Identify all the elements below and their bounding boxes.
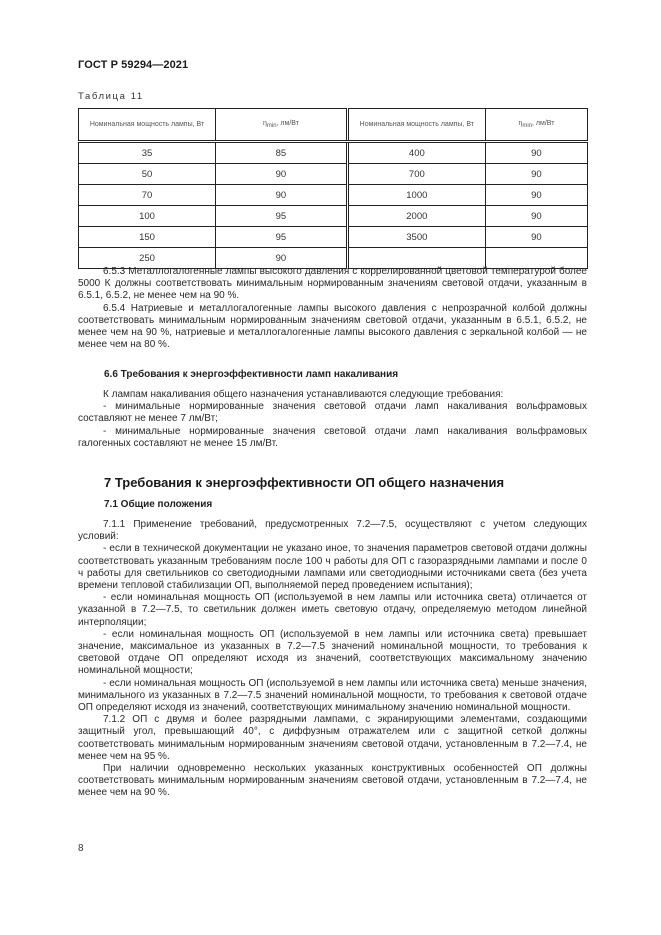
heading-7-1: 7.1 Общие положения xyxy=(104,499,213,510)
paragraph-6-5-4: 6.5.4 Натриевые и металлогалогенные лампы высокого давления с непрозрачной колбой должны соответствовать минимальным нормированным значениям световой отдачи, указанным в 6.5.1, 6.5.2, не менее чем на 90 %, натриевые и металлогалогенные лампы высокого давления с зеркальной колбой — не менее чем на 80 %. xyxy=(78,302,587,351)
page-number: 8 xyxy=(78,843,84,854)
table-row xyxy=(79,206,588,227)
cell-eta: 90 xyxy=(216,185,348,206)
paragraph-final: При наличии одновременно нескольких указанных конструктивных особенностей ОП должны соответствовать минимальным нормированным значениям световой отдачи, установленным в 7.2—7.4, не менее чем на 90 %. xyxy=(78,763,587,799)
paragraph-6-5-3: 6.5.3 Металлогалогенные лампы высокого давления с коррелированной цветовой температурой более 5000 К должны соответствовать минимальным нормированным значениям световой отдачи, указанным в 6.5.1, 6.5.2, не менее чем на 90 %. xyxy=(78,266,587,302)
cell-power: 50 xyxy=(79,164,216,185)
eta-unit: , лм/Вт xyxy=(276,119,299,127)
cell-eta: 90 xyxy=(485,164,587,185)
header-eta-right xyxy=(485,109,587,142)
paragraph-7-1-2: 7.1.2 ОП с двумя и более разрядными лампами, с экранирующими элементами, создающими защитный угол, превышающий 40°, с диффузным отражателем или с защитной сеткой должны соответствовать минимальным нормированным значениям световой отдачи, установленным в 7.2—7.4, не менее чем на 95 %. xyxy=(78,714,587,762)
list-item: - если в технической документации не указано иное, то значения параметров световой отдачи должны соответствовать указанным требованиям после 100 ч работы для ОП с газоразрядными лампами и после 0 ч работы для светильников со светодиодными лампами или светодиодными источниками света (без учета времени тепловой стабилизации ОП, выполняемой перед проведением испытания); xyxy=(78,543,587,592)
eta-symbol: η xyxy=(518,119,523,127)
section-7-text xyxy=(78,519,587,800)
cell-eta: 90 xyxy=(485,142,587,164)
cell-power: 700 xyxy=(347,164,485,185)
cell-power: 1000 xyxy=(347,185,485,206)
heading-7: 7 Требования к энергоэффективности ОП общего назначения xyxy=(104,475,505,490)
eta-symbol: η xyxy=(262,119,267,127)
data-table xyxy=(78,108,588,269)
list-item: - минимальные нормированные значения световой отдачи ламп накаливания вольфрамовых составляют не менее 7 лм/Вт; xyxy=(78,401,587,425)
header-eta-left xyxy=(216,109,348,142)
cell-eta: 90 xyxy=(485,227,587,248)
table-row xyxy=(79,185,588,206)
eta-sub: min xyxy=(522,122,533,129)
cell-power: 3500 xyxy=(347,227,485,248)
list-item: - если номинальная мощность ОП (используемой в нем лампы или источника света) отличается от указанной в 7.2—7.5, то светильник должен иметь световую отдачу, определяемую методом линейной интерполяции; xyxy=(78,592,587,628)
heading-6-6: 6.6 Требования к энергоэффективности ламп накаливания xyxy=(104,369,399,380)
cell-power: 100 xyxy=(79,206,216,227)
table-row xyxy=(79,164,588,185)
table-row xyxy=(79,227,588,248)
cell-eta: 90 xyxy=(216,248,348,269)
list-item: - минимальные нормированные значения световой отдачи ламп накаливания вольфрамовых галогенных составляют не менее 15 лм/Вт. xyxy=(78,425,587,449)
section-6-5-text xyxy=(78,266,587,351)
eta-sub: min xyxy=(266,122,277,129)
cell-eta: 90 xyxy=(485,185,587,206)
paragraph-7-1-1: 7.1.1 Применение требований, предусмотренных 7.2—7.5, осуществляют с учетом следующих условий: xyxy=(78,519,587,543)
cell-power: 250 xyxy=(79,248,216,269)
cell-power: 400 xyxy=(347,142,485,164)
cell-eta: 90 xyxy=(216,164,348,185)
list-item: - если номинальная мощность ОП (используемой в нем лампы или источника света) превышает значение, максимальное из указанных в 7.2—7.5 значений номинальной мощности, то требования к световой отдаче ОП определяют исходя из значений, соответствующих максимальному значению номинальной мощности; xyxy=(78,628,587,677)
table-caption: Таблица 11 xyxy=(78,91,144,102)
cell-eta: 95 xyxy=(216,227,348,248)
list-item: - если номинальная мощность ОП (используемой в нем лампы или источника света) меньше значения, минимального из указанных в 7.2—7.5 значений номинальной мощности, то требования к световой отдаче ОП определяют исходя из значений, соответствующих минимальному значению номинальной мощности. xyxy=(78,677,587,714)
cell-power: 150 xyxy=(79,227,216,248)
section-6-6-text xyxy=(78,389,587,450)
document-header: ГОСТ Р 59294—2021 xyxy=(78,59,189,71)
cell-power: 70 xyxy=(79,185,216,206)
cell-eta: 85 xyxy=(216,142,348,164)
cell-power: 2000 xyxy=(347,206,485,227)
cell-eta: 95 xyxy=(216,206,348,227)
cell-power: 35 xyxy=(79,142,216,164)
header-power-left: Номинальная мощность лампы, Вт xyxy=(79,109,216,142)
eta-unit: , лм/Вт xyxy=(532,119,555,127)
paragraph-6-6-intro: К лампам накаливания общего назначения устанавливаются следующие требования: xyxy=(103,389,504,400)
header-power-right: Номинальная мощность лампы, Вт xyxy=(347,109,485,142)
cell-eta: 90 xyxy=(485,206,587,227)
table-header-row xyxy=(79,109,588,142)
table-row xyxy=(79,142,588,164)
